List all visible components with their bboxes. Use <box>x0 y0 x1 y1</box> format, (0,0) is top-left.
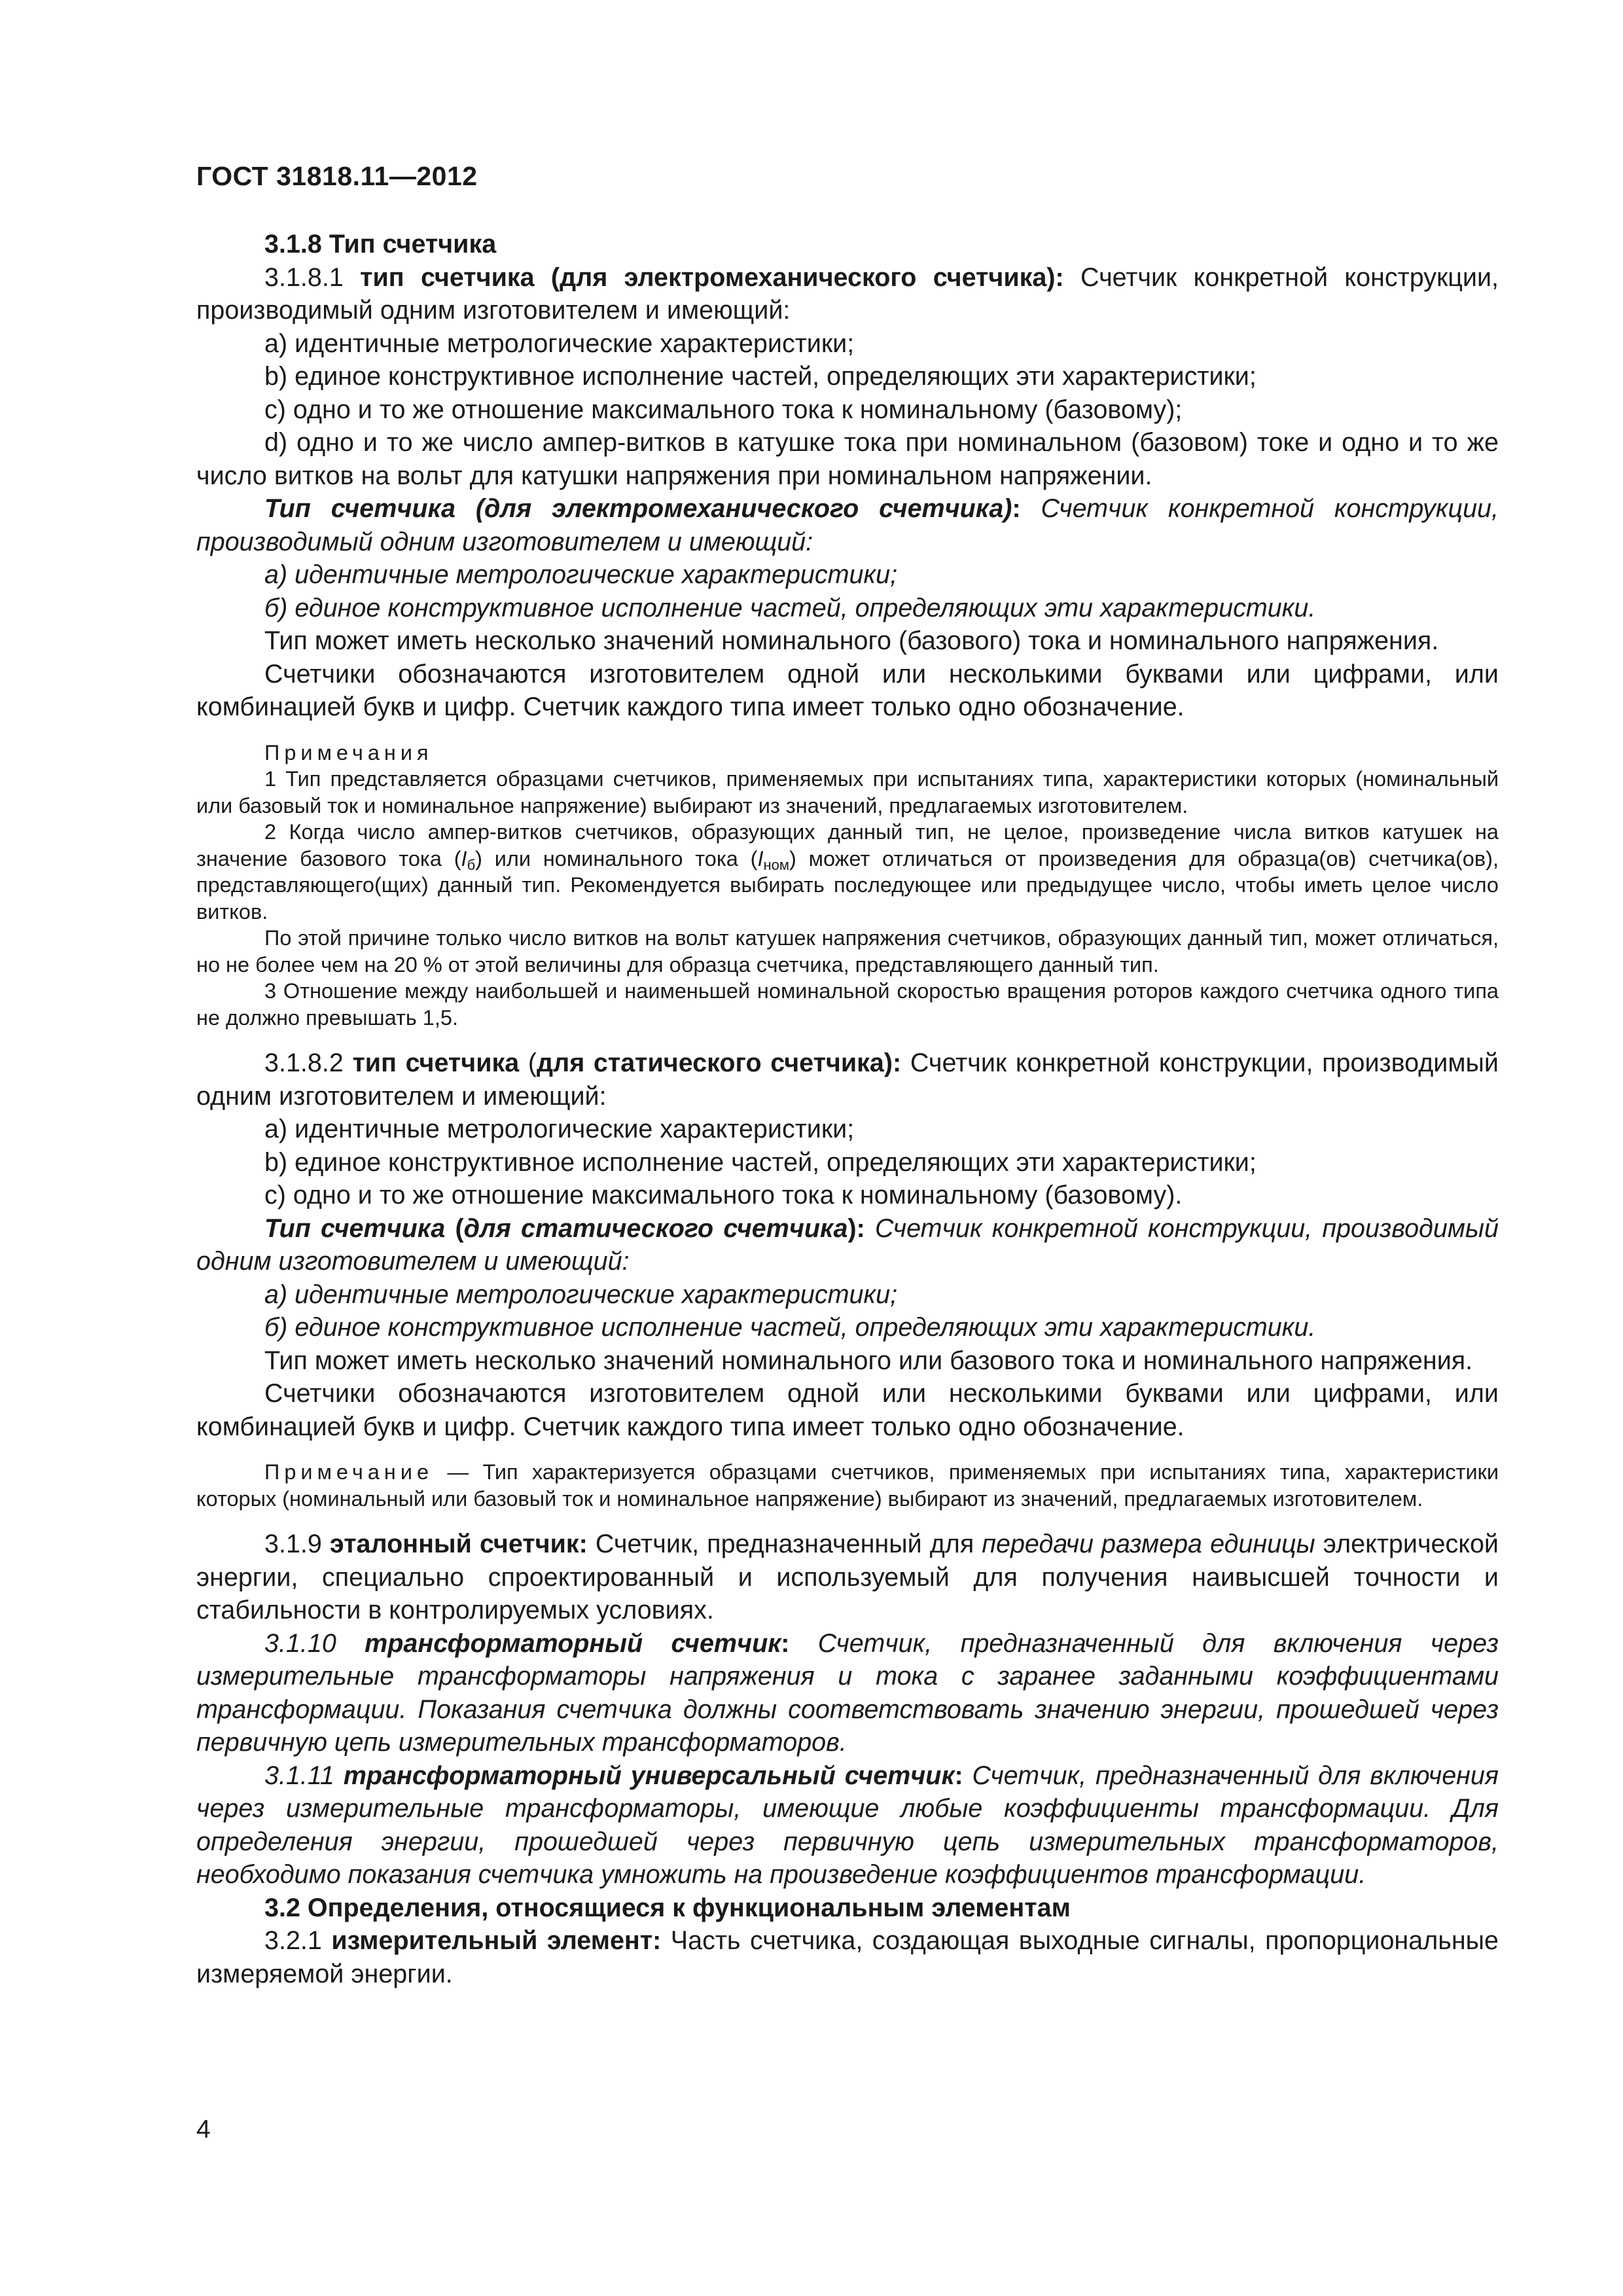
text-run: ( <box>519 1049 537 1077</box>
text-run: б) единое конструктивное исполнение частей, определяющих эти характеристики. <box>264 593 1316 622</box>
text-run: : <box>1012 494 1021 523</box>
text-run: Счетчик конкретной конструкции, производимый одним изготовителем и имеющий: <box>196 1049 1499 1111</box>
text-run: a) идентичные метрологические характеристики; <box>264 329 855 358</box>
text-run: б) единое конструктивное исполнение частей, определяющих эти характеристики. <box>264 1313 1316 1342</box>
text-run: Тип может иметь несколько значений номинального или базового тока и номинального напряжения. <box>264 1346 1473 1375</box>
text-run: Счетчик, предназначенный для включения через измерительные трансформаторы напряжения и тока с заранее заданными коэффициентами трансформации. Показания счетчика должны соответствовать значению энергии, прошедшей через первичную цепь измерительных трансформаторов. <box>196 1628 1499 1757</box>
text-run: тип счетчика <box>352 1049 520 1077</box>
text-run: Счетчик конкретной конструкции, производимый одним изготовителем и имеющий: <box>196 1213 1499 1276</box>
paragraph <box>196 1892 1499 1925</box>
document-header: ГОСТ 31818.11—2012 <box>196 161 478 191</box>
list-item <box>196 393 1499 427</box>
text-run: — Тип характеризуется образцами счетчиков, применяемых при испытаниях типа, характеристики которых (номинальный или базовый ток и номинальное напряжение) выбирают из значений, предлагаемых изготовителем. <box>196 1460 1499 1511</box>
paragraph <box>196 1528 1499 1627</box>
page-number: 4 <box>196 2115 211 2144</box>
text-run: 3.1.8.2 <box>264 1049 353 1077</box>
paragraph <box>196 426 1499 492</box>
text-run: 2 Когда число ампер-витков счетчиков, образующих данный тип, не целое, произведение числа витков катушек на значение базового тока ( <box>196 820 1499 870</box>
text-run: c) одно и то же отношение максимального тока к номинальному (базовому). <box>264 1181 1183 1210</box>
text-run: а) идентичные метрологические характеристики; <box>264 1280 898 1309</box>
text-run: I <box>757 846 764 870</box>
note-heading <box>196 740 1499 766</box>
paragraph <box>196 1212 1499 1278</box>
text-run: для статического счетчика): <box>537 1049 902 1077</box>
text-run: Тип может иметь несколько значений номинального (базового) тока и номинального напряжения. <box>264 626 1439 655</box>
text-run: Счетчики обозначаются изготовителем одной или несколькими буквами или цифрами, или комбинацией букв и цифр. Счетчик каждого типа имеет только одно обозначение. <box>196 1379 1499 1441</box>
text-run: передачи размера единицы <box>982 1530 1315 1558</box>
list-item <box>196 1278 1499 1312</box>
text-run: : <box>954 1761 963 1790</box>
list-item <box>196 1146 1499 1179</box>
document-body <box>196 228 1499 1990</box>
text-run: для статического счетчика <box>463 1213 848 1243</box>
text-run: 1 Тип представляется образцами счетчиков, применяемых при испытаниях типа, характеристики которых (номинальный или базовый ток и номинальное напряжение) выбирают из значений, предлагаемых изготовителем. <box>196 767 1499 817</box>
text-run: электрической энергии, специально спроектированный и используемый для получения наивысшей точности и стабильности в контролируемых условиях. <box>196 1530 1499 1624</box>
text-run: трансформаторный счетчик <box>365 1628 781 1658</box>
text-run: Тип счетчика (для электромеханического счетчика) <box>264 494 1012 523</box>
text-run: измерительный элемент: <box>331 1926 662 1955</box>
text-run: 3.1.8 Тип счетчика <box>264 230 497 259</box>
text-run: ) может отличаться от произведения для образца(ов) счетчика(ов), представляющего(щих) данный тип. Рекомендуется выбирать последующее или предыдущее число, чтобы иметь целое число витков. <box>196 846 1499 924</box>
text-run: Тип счетчика <box>264 1213 446 1243</box>
note-paragraph <box>196 978 1499 1031</box>
text-run: d) одно и то же число ампер-витков в катушке тока при номинальном (базовом) токе и одно и то же число витков на вольт для катушки напряжения при номинальном напряжении. <box>196 428 1499 490</box>
note-paragraph <box>196 925 1499 978</box>
note-paragraph <box>196 766 1499 819</box>
text-run: a) идентичные метрологические характеристики; <box>264 1115 855 1143</box>
text-run: тип счетчика (для электромеханического счетчика): <box>360 262 1064 292</box>
text-run: Счетчики обозначаются изготовителем одной или несколькими буквами или цифрами, или комбинацией букв и цифр. Счетчик каждого типа имеет только одно обозначение. <box>196 659 1499 721</box>
text-run: ): <box>847 1213 865 1243</box>
text-run: b) единое конструктивное исполнение частей, определяющих эти характеристики; <box>264 1147 1257 1177</box>
text-run: трансформаторный универсальный счетчик <box>343 1761 955 1790</box>
text-run: Счетчик конкретной конструкции, производимый одним изготовителем и имеющий: <box>196 262 1499 325</box>
list-item <box>196 1113 1499 1146</box>
note-paragraph <box>196 1459 1499 1512</box>
text-run: а) идентичные метрологические характеристики; <box>264 560 898 589</box>
list-item <box>196 360 1499 393</box>
text-run: Счетчик, предназначенный для <box>587 1530 982 1558</box>
paragraph <box>196 1047 1499 1113</box>
note-block <box>196 1459 1499 1512</box>
text-run: Часть счетчика, создающая выходные сигналы, пропорциональные измеряемой энергии. <box>196 1926 1499 1988</box>
text-run: эталонный счетчик: <box>329 1530 588 1558</box>
paragraph <box>196 1377 1499 1443</box>
paragraph <box>196 1344 1499 1378</box>
text-run: б <box>467 856 476 873</box>
text-run: 3.1.9 <box>264 1530 330 1558</box>
paragraph <box>196 624 1499 658</box>
text-run: b) единое конструктивное исполнение частей, определяющих эти характеристики; <box>264 362 1257 391</box>
text-run: I <box>461 846 467 870</box>
text-run: Примечания <box>264 740 433 764</box>
text-run: Счетчик, предназначенный для включения через измерительные трансформаторы, имеющие любые коэффициенты трансформации. Для определения энергии, прошедшей через первичную цепь измерительных трансформаторов, необходимо показания счетчика умножить на произведение коэффициентов трансформации. <box>196 1761 1499 1889</box>
list-item <box>196 327 1499 361</box>
text-run: Счетчик конкретной конструкции, производимый одним изготовителем и имеющий: <box>196 494 1499 556</box>
text-run: c) одно и то же отношение максимального тока к номинальному (базовому); <box>264 395 1183 424</box>
list-item <box>196 592 1499 625</box>
text-run: 3 Отношение между наибольшей и наименьшей номинальной скоростью вращения роторов каждого счетчика одного типа не должно превышать 1,5. <box>196 979 1499 1030</box>
paragraph <box>196 492 1499 558</box>
paragraph <box>196 228 1499 261</box>
paragraph <box>196 658 1499 724</box>
paragraph <box>196 1627 1499 1759</box>
text-run: По этой причине только число витков на вольт катушек напряжения счетчиков, образующих данный тип, может отличаться, но не более чем на 20 % от этой величины для образца счетчика, представляющего данный тип. <box>196 926 1499 977</box>
paragraph <box>196 261 1499 327</box>
text-run: 3.1.11 <box>264 1761 344 1790</box>
text-run: 3.2.1 <box>264 1926 332 1955</box>
text-run: Примечание <box>264 1460 434 1484</box>
note-paragraph <box>196 819 1499 925</box>
note-block <box>196 740 1499 1031</box>
paragraph <box>196 1924 1499 1990</box>
text-run: ( <box>445 1213 464 1243</box>
list-item <box>196 558 1499 592</box>
text-run: 3.1.8.1 <box>264 262 361 292</box>
text-run: ном <box>763 856 790 873</box>
text-run: ) или номинального тока ( <box>475 846 758 870</box>
text-run: 3.1.10 <box>264 1628 365 1658</box>
text-run: 3.2 Определения, относящиеся к функциональным элементам <box>264 1893 1071 1922</box>
text-run: : <box>781 1628 790 1658</box>
paragraph <box>196 1759 1499 1892</box>
list-item <box>196 1311 1499 1344</box>
list-item <box>196 1179 1499 1212</box>
